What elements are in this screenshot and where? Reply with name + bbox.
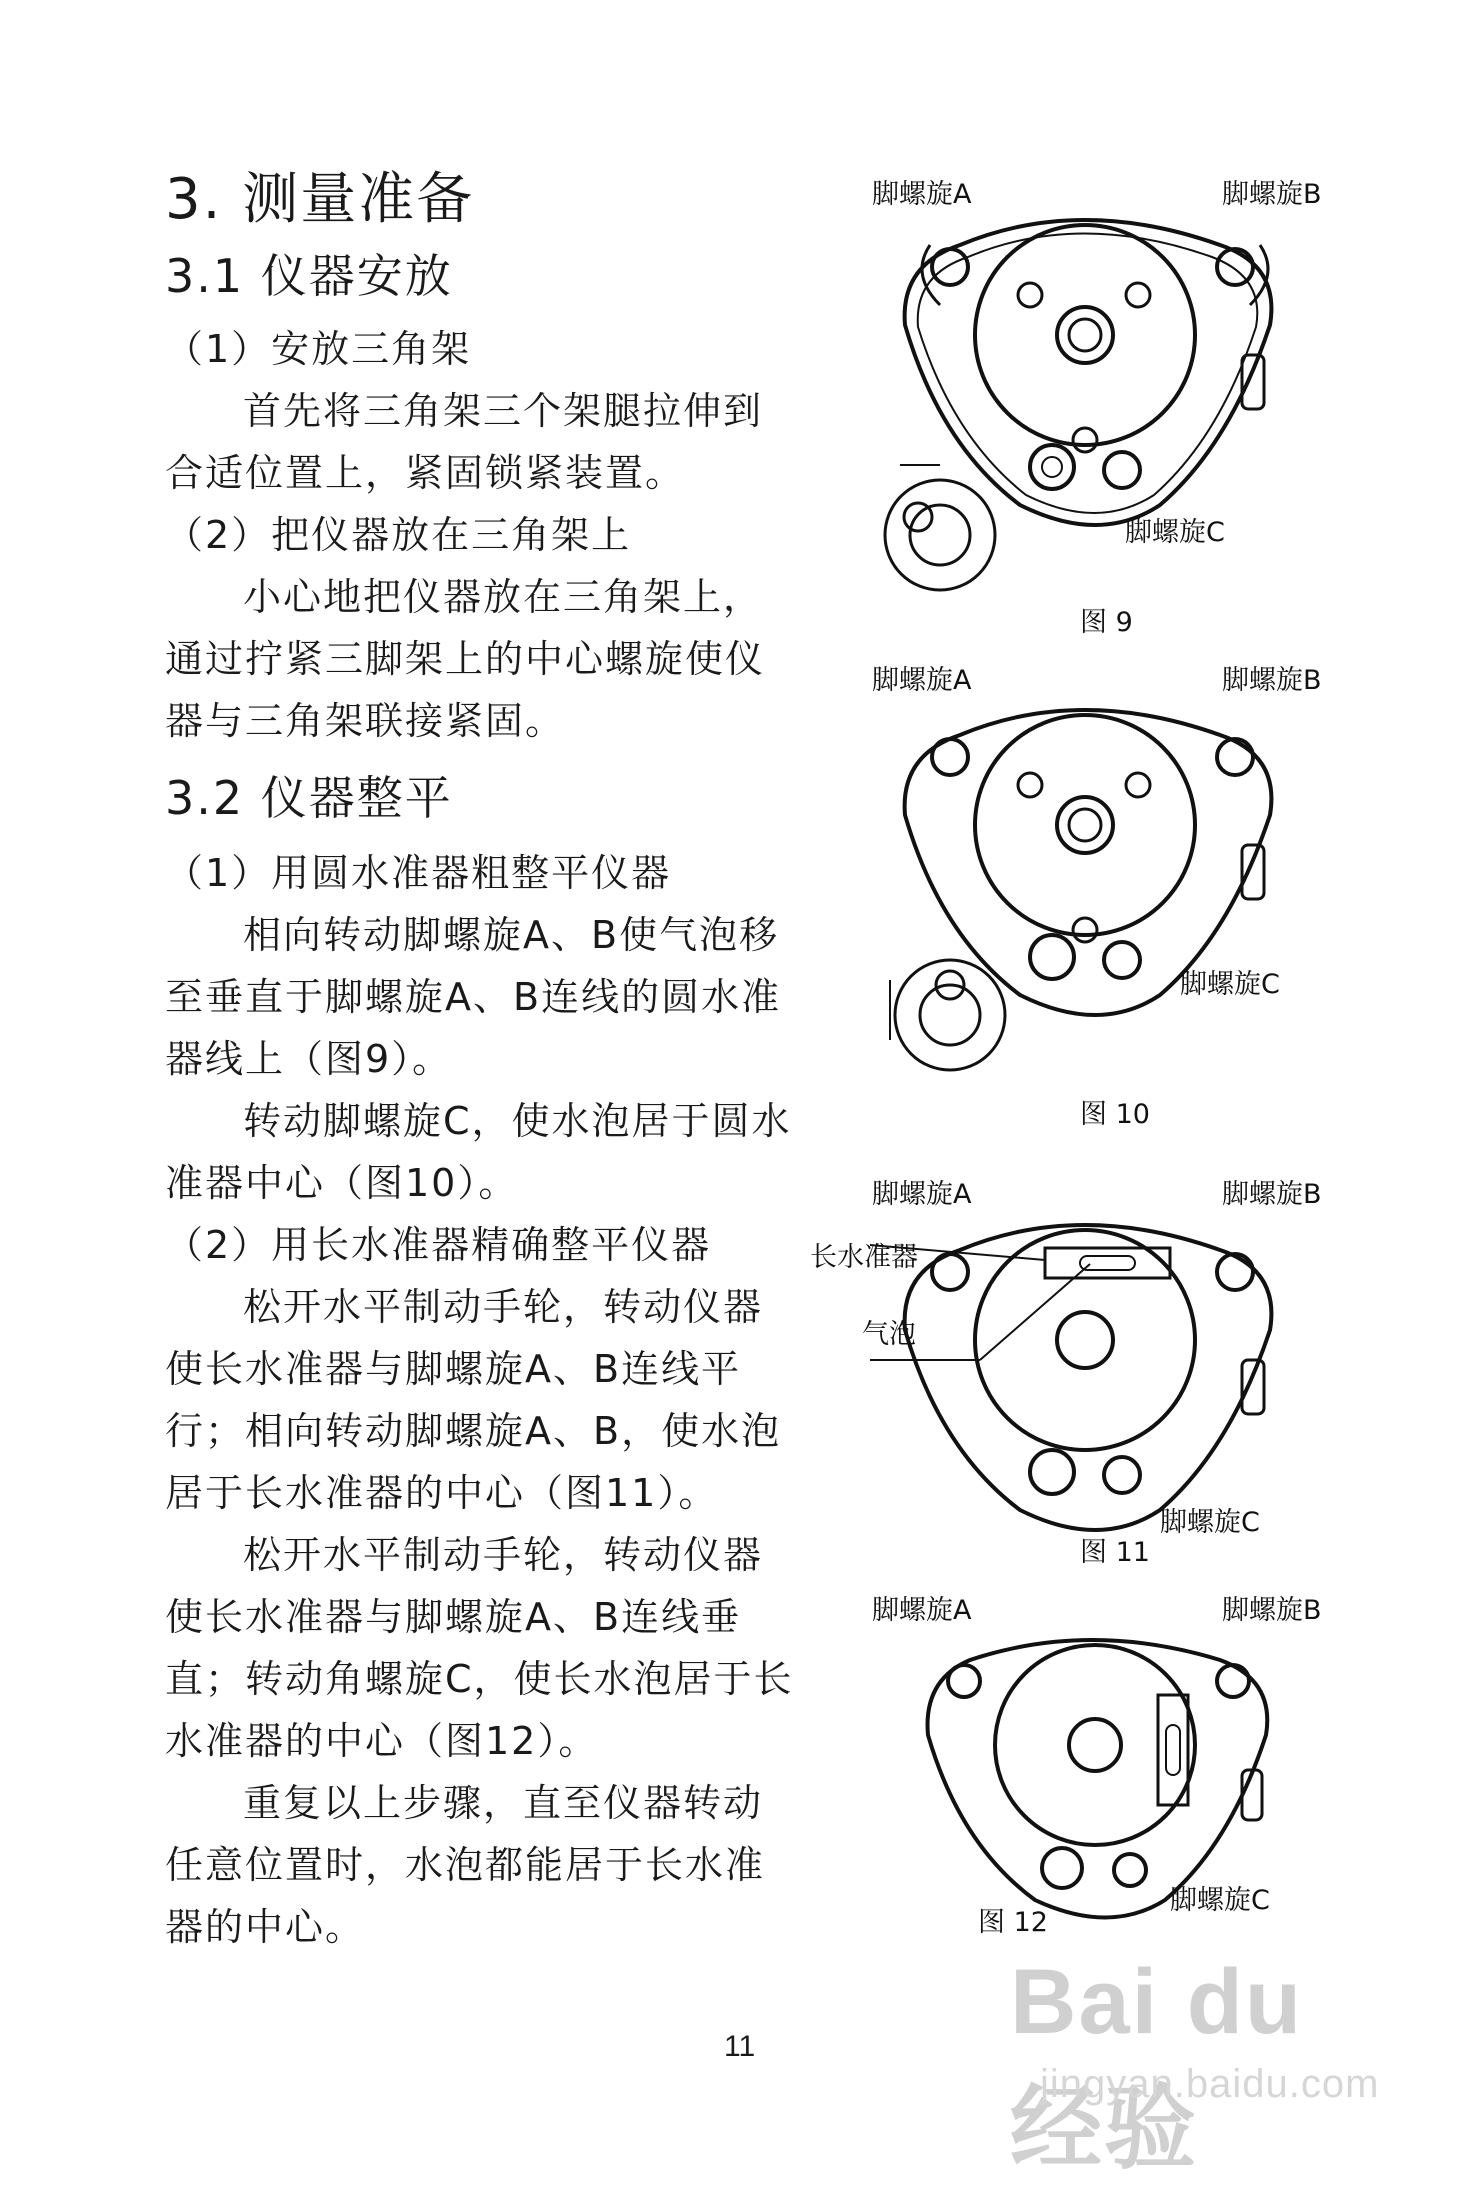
paragraph-fig12: 松开水平制动手轮，转动仪器使长水准器与脚螺旋A、B连线垂直；转动角螺旋C，使长水泡居于长水准器的中心（图12）。 xyxy=(165,1533,794,1763)
fig9-label-screw-b: 脚螺旋B xyxy=(1222,179,1322,210)
fig11-caption: 图 11 xyxy=(1080,1537,1150,1568)
step-title-setup-tripod: （1）安放三角架 xyxy=(165,327,472,371)
fig9-label-screw-c: 脚螺旋C xyxy=(1125,517,1225,548)
fig10-tribrach-diagram xyxy=(870,695,1310,1095)
page-number: 11 xyxy=(724,2030,756,2063)
section-title: 3. 测量准备 xyxy=(165,167,475,232)
fig11-label-bubble: 气泡 xyxy=(862,1319,916,1350)
fig11-tribrach-diagram xyxy=(870,1210,1310,1550)
fig10-label-screw-a: 脚螺旋A xyxy=(872,665,972,696)
fig10-label-screw-b: 脚螺旋B xyxy=(1222,665,1322,696)
fig9-tribrach-diagram xyxy=(870,205,1310,605)
fig12-label-screw-c: 脚螺旋C xyxy=(1170,1885,1270,1916)
subsection-heading-3-2: 3.2 仪器整平 xyxy=(165,771,453,825)
fig11-label-screw-c: 脚螺旋C xyxy=(1160,1507,1260,1538)
step-title-circular-level: （1）用圆水准器粗整平仪器 xyxy=(165,851,672,895)
step-title-place-instrument: （2）把仪器放在三角架上 xyxy=(165,513,632,557)
fig9-label-screw-a: 脚螺旋A xyxy=(872,179,972,210)
subsection-heading-3-1: 3.1 仪器安放 xyxy=(165,249,453,303)
fig12-caption: 图 12 xyxy=(978,1907,1048,1938)
step-title-long-level: （2）用长水准器精确整平仪器 xyxy=(165,1223,712,1267)
watermark-logo: Bai du 经验 xyxy=(1010,1951,1304,2180)
fig12-label-screw-a: 脚螺旋A xyxy=(872,1595,972,1626)
fig10-caption: 图 10 xyxy=(1080,1099,1150,1130)
paragraph-fig9: 相向转动脚螺旋A、B使气泡移至垂直于脚螺旋A、B连线的圆水准器线上（图9）。 xyxy=(165,913,782,1081)
fig10-label-screw-c: 脚螺旋C xyxy=(1180,969,1280,1000)
fig11-label-long-level: 长水准器 xyxy=(810,1242,918,1273)
paragraph-fig11: 松开水平制动手轮，转动仪器使长水准器与脚螺旋A、B连线平行；相向转动脚螺旋A、B，使水泡居于长水准器的中心（图11）。 xyxy=(165,1285,782,1515)
paragraph-repeat: 重复以上步骤，直至仪器转动任意位置时，水泡都能居于长水准器的中心。 xyxy=(165,1781,766,1949)
watermark-url: jingyan.baidu.com xyxy=(1040,2062,1380,2106)
step-text-setup-tripod: 首先将三角架三个架腿拉伸到合适位置上，紧固锁紧装置。 xyxy=(165,389,764,495)
fig12-label-screw-b: 脚螺旋B xyxy=(1222,1595,1322,1626)
paragraph-fig10: 转动脚螺旋C，使水泡居于圆水准器中心（图10）。 xyxy=(165,1099,792,1205)
fig9-caption: 图 9 xyxy=(1080,607,1133,638)
baidu-jingyan-watermark xyxy=(1010,1950,1390,2180)
fig11-label-screw-b: 脚螺旋B xyxy=(1222,1179,1322,1210)
step-text-place-instrument: 小心地把仪器放在三角架上，通过拧紧三脚架上的中心螺旋使仪器与三角架联接紧固。 xyxy=(165,575,766,743)
fig11-label-screw-a: 脚螺旋A xyxy=(872,1179,972,1210)
